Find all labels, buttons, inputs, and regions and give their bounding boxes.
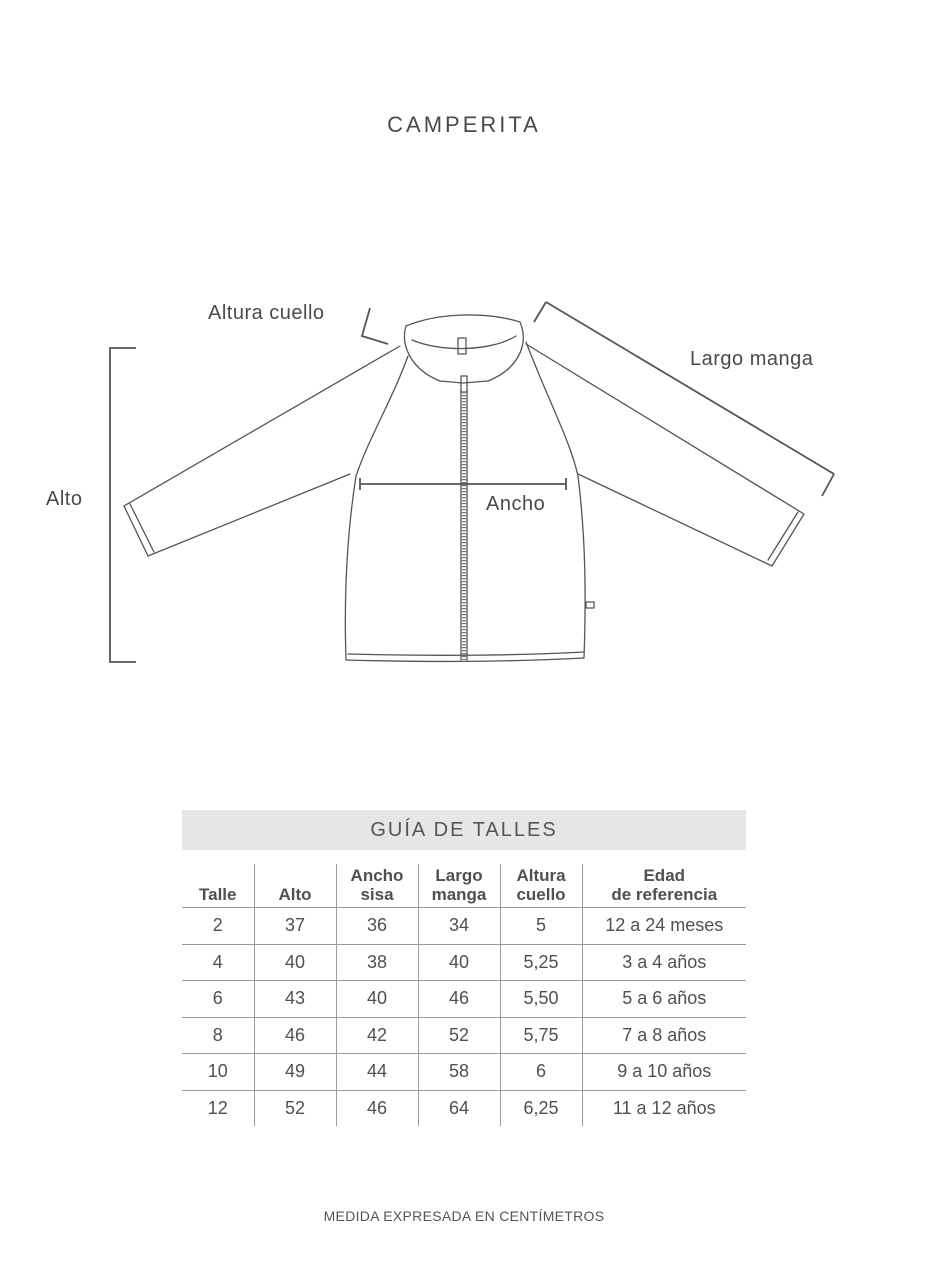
size-table: [182, 864, 746, 1126]
column-header: [336, 864, 418, 908]
table-cell: 12: [207, 1097, 228, 1118]
size-guide: [182, 810, 746, 1126]
column-header: [582, 864, 746, 908]
jacket-collar: [404, 315, 523, 383]
table-cell: 9 a 10 años: [582, 1054, 746, 1091]
column-header: [254, 864, 336, 908]
column-header-line: Ancho: [350, 866, 404, 885]
table-cell: 40: [336, 981, 418, 1018]
table-cell: 8: [182, 1017, 254, 1054]
table-cell: 37: [254, 908, 336, 945]
table-row: [182, 1054, 746, 1091]
table-cell: 64: [418, 1090, 500, 1126]
table-cell: 12 a 24 meses: [582, 908, 746, 945]
size-guide-title: GUÍA DE TALLES: [182, 810, 746, 850]
column-header: [182, 864, 254, 908]
table-cell: 52: [254, 1090, 336, 1126]
page-title: CAMPERITA: [387, 112, 541, 137]
largo-manga-measure-line: [546, 302, 834, 474]
table-cell: 49: [254, 1054, 336, 1091]
column-header-line: Edad: [643, 866, 686, 885]
table-cell: 44: [336, 1054, 418, 1091]
table-cell: 46: [336, 1090, 418, 1126]
table-cell: 40: [418, 944, 500, 981]
side-tag: [586, 602, 594, 608]
table-cell: 2: [182, 908, 254, 945]
table-cell: 6: [500, 1054, 582, 1091]
table-cell: 7 a 8 años: [582, 1017, 746, 1054]
column-header-line: Talle: [199, 885, 237, 904]
column-header-line: Largo: [435, 866, 483, 885]
table-cell: 4: [182, 944, 254, 981]
footer-note: MEDIDA EXPRESADA EN CENTÍMETROS: [323, 1208, 605, 1224]
column-header-line: sisa: [360, 885, 394, 904]
table-cell: 58: [418, 1054, 500, 1091]
table-row: [182, 944, 746, 981]
table-row: [182, 1017, 746, 1054]
table-cell: 5,75: [500, 1017, 582, 1054]
table-cell: 43: [254, 981, 336, 1018]
column-header-line: Alto: [278, 885, 312, 904]
table-cell: 3 a 4 años: [582, 944, 746, 981]
table-cell: 6: [182, 981, 254, 1018]
jacket-body: [345, 342, 585, 661]
table-cell: 5: [500, 908, 582, 945]
jacket-right-sleeve: [526, 344, 804, 566]
table-cell: 6,25: [500, 1090, 582, 1126]
size-table-header: [182, 864, 746, 908]
table-cell: 10: [182, 1054, 254, 1091]
table-cell: 36: [336, 908, 418, 945]
table-cell: 5 a 6 años: [582, 981, 746, 1018]
column-header-line: Altura: [516, 866, 566, 885]
table-row: [182, 908, 746, 945]
table-cell: 46: [254, 1017, 336, 1054]
table-cell: 38: [336, 944, 418, 981]
table-cell: 11 a 12 años: [582, 1090, 746, 1126]
column-header-line: de referencia: [611, 885, 718, 904]
altura-cuello-measure-line: [362, 308, 388, 344]
table-cell: 34: [418, 908, 500, 945]
ancho-label: Ancho: [486, 493, 546, 515]
column-header: [500, 864, 582, 908]
table-cell: 40: [254, 944, 336, 981]
column-header: [418, 864, 500, 908]
table-cell: 5,25: [500, 944, 582, 981]
column-header-line: cuello: [516, 885, 566, 904]
table-row: [182, 1090, 746, 1126]
alto-measure-line: [110, 348, 136, 662]
altura-cuello-label: Altura cuello: [208, 302, 325, 324]
table-row: [182, 981, 746, 1018]
alto-label: Alto: [46, 488, 83, 510]
column-header-line: manga: [431, 885, 487, 904]
table-cell: 42: [336, 1017, 418, 1054]
table-cell: 46: [418, 981, 500, 1018]
jacket-left-sleeve: [124, 346, 400, 556]
table-cell: 5,50: [500, 981, 582, 1018]
largo-manga-label: Largo manga: [690, 348, 814, 370]
table-cell: 52: [418, 1017, 500, 1054]
